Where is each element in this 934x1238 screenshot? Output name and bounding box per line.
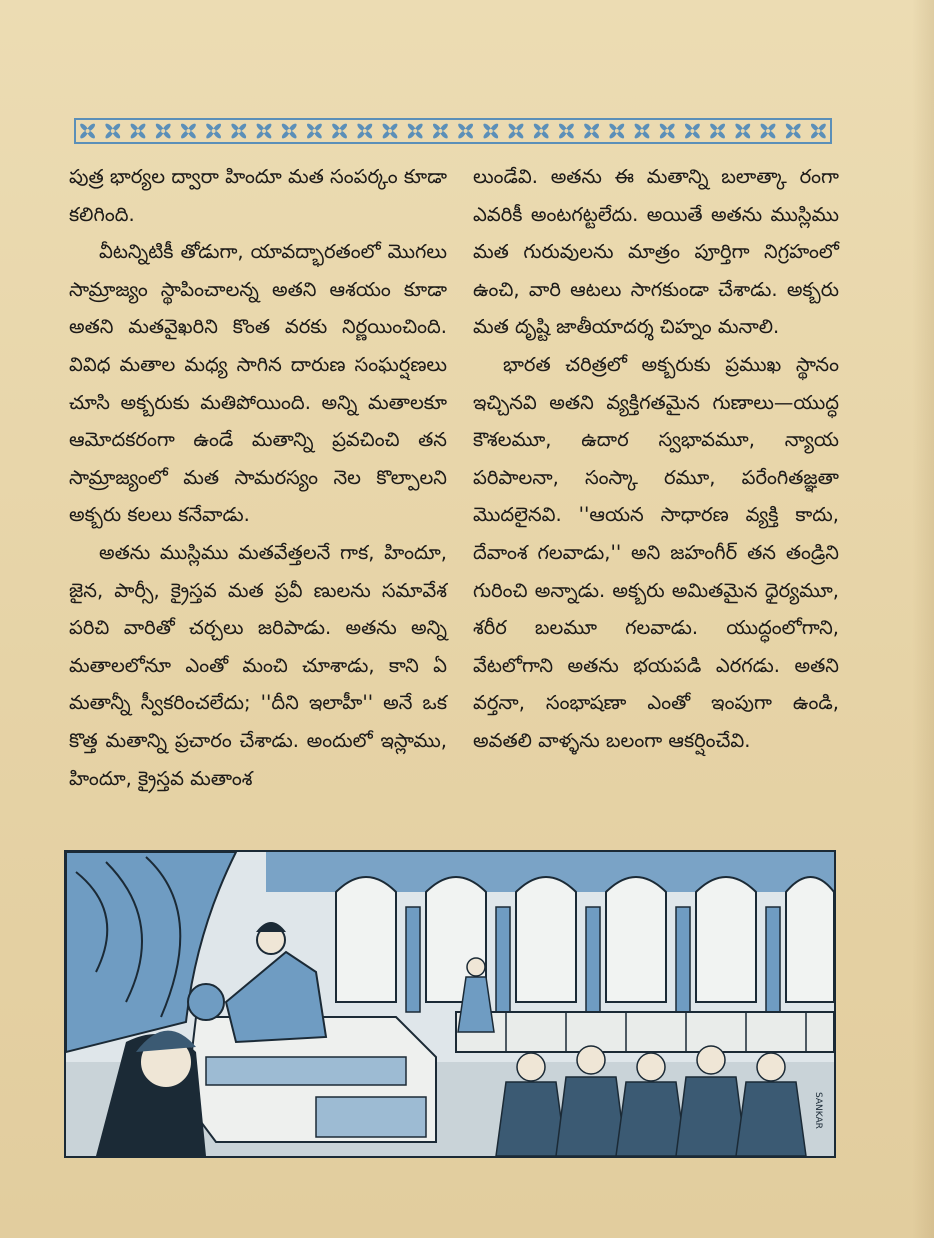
balustrade-icon: [456, 1012, 834, 1052]
left-text-column: [69, 158, 447, 797]
star-flower-icon: [180, 122, 197, 139]
star-flower-icon: [533, 122, 550, 139]
decorative-border: [74, 116, 832, 146]
paragraph: భారత చరిత్రలో అక్బరుకు ప్రముఖ స్థానం ఇచ్చినవి అతని వ్యక్తిగతమైన గుణాలు—యుద్ధ కౌశలమూ, ఉదార స్వభావమూ, న్యాయ పరిపాలనా, సంస్కా రమూ, పరేంగితజ్ఞతా మొదలైనవి. ''ఆయన సాధారణ వ్యక్తి కాదు, దేవాంశ గలవాడు,'' అని జహంగీర్ తన తండ్రిని గురించి అన్నాడు. అక్బరు అమితమైన ధైర్యమూ, శరీర బలమూ గలవాడు. యుద్ధంలోగాని, వేటలోగాని అతను భయపడి ఎరగడు. అతని వర్తనా, సంభాషణా ఎంతో ఇంపుగా ఉండి, అవతలి వాళ్ళను బలంగా ఆకర్షించేవి.: [473, 352, 839, 752]
courtiers-group-icon: [496, 1046, 806, 1156]
akbar-court-scene-icon: [66, 852, 834, 1156]
star-flower-icon: [507, 122, 524, 139]
star-flower-icon: [608, 122, 625, 139]
paragraph: లుండేవి. అతను ఈ మతాన్ని బలాత్కా రంగా ఎవరికీ అంటగట్టలేదు. అయితే అతను ముస్లిము మత గురువులను మాత్రం పూర్తిగా నిగ్రహంలో ఉంచి, వారి ఆటలు సాగకుండా చేశాడు. అక్బరు మత దృష్టి జాతీయాదర్శ చిహ్నం మనాలి.: [473, 165, 839, 339]
star-flower-icon: [331, 122, 348, 139]
star-flower-border-icon: [74, 116, 832, 146]
star-flower-icon: [558, 122, 575, 139]
star-flower-icon: [785, 122, 802, 139]
star-flower-icon: [356, 122, 373, 139]
star-flower-icon: [255, 122, 272, 139]
star-flower-icon: [79, 122, 96, 139]
star-flower-icon: [104, 122, 121, 139]
star-flower-icon: [482, 122, 499, 139]
star-flower-icon: [659, 122, 676, 139]
star-flower-icon: [155, 122, 172, 139]
star-flower-icon: [810, 122, 827, 139]
paragraph: పుత్ర భార్యల ద్వారా హిందూ మత సంపర్కం కూడా కలిగింది.: [69, 165, 447, 226]
paragraph: అతను ముస్లిము మతవేత్తలనే గాక, హిందూ, జైన, పార్సీ, క్రైస్తవ మత ప్రవీ ణులను సమావేశ పరిచి వారితో చర్చలు జరిపాడు. అతను అన్ని మతాలలోనూ ఎంతో మంచి చూశాడు, కాని ఏ మతాన్నీ స్వీకరించలేదు; ''దీని ఇలాహీ'' అనే ఒక కొత్త మతాన్ని ప్రచారం చేశాడు. అందులో ఇస్లాము, హిందూ, క్రైస్తవ మతాంశ: [69, 540, 447, 790]
star-flower-icon: [583, 122, 600, 139]
star-flower-icon: [129, 122, 146, 139]
star-flower-icon: [684, 122, 701, 139]
star-flower-icon: [281, 122, 298, 139]
star-flower-icon: [205, 122, 222, 139]
star-flower-icon: [306, 122, 323, 139]
palace-arches-icon: [266, 852, 834, 1012]
artist-signature: SANKAR: [813, 1092, 823, 1129]
paragraph: వీటన్నిటికీ తోడుగా, యావద్భారతంలో మొగలు సామ్రాజ్యం స్థాపించాలన్న అతని ఆశయం కూడా అతని మతవైఖరిని కొంత వరకు నిర్ణయించింది. వివిధ మతాల మధ్య సాగిన దారుణ సంఘర్షణలు చూసి అక్బరుకు మతిపోయింది. అన్ని మతాలకూ ఆమోదకరంగా ఉండే మతాన్ని ప్రవచించి తన సామ్రాజ్యంలో మత సామరస్యం నెల కొల్పాలని అక్బరు కలలు కనేవాడు.: [69, 240, 447, 527]
star-flower-icon: [709, 122, 726, 139]
star-flower-icon: [759, 122, 776, 139]
right-text-column: [473, 158, 839, 760]
star-flower-icon: [230, 122, 247, 139]
star-flower-icon: [381, 122, 398, 139]
court-illustration: [64, 850, 836, 1158]
star-flower-icon: [457, 122, 474, 139]
star-flower-icon: [432, 122, 449, 139]
star-flower-icon: [734, 122, 751, 139]
star-flower-icon: [633, 122, 650, 139]
star-flower-icon: [407, 122, 424, 139]
